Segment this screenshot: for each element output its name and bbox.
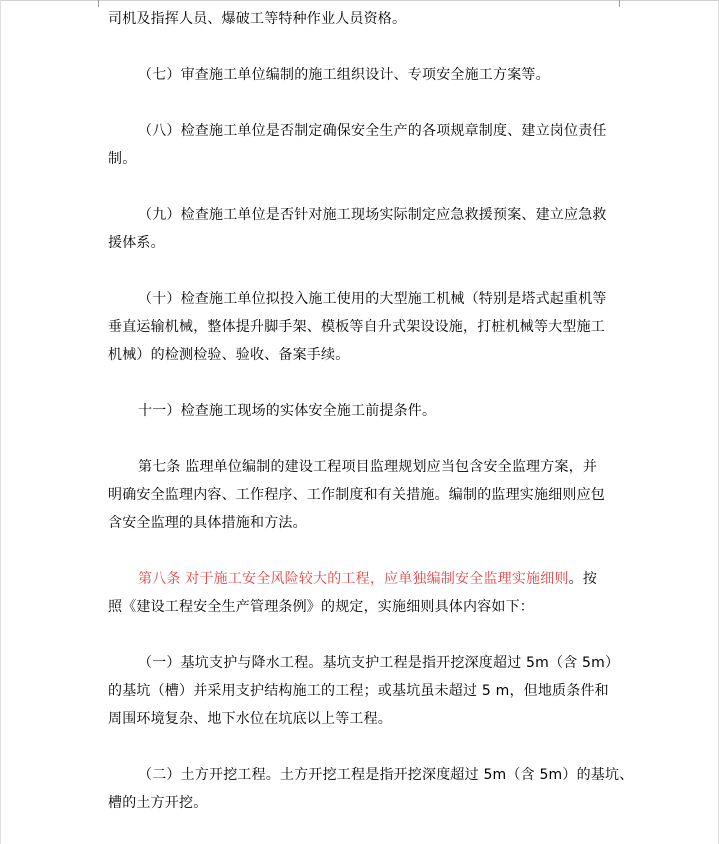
paragraph-line: 十一）检查施工现场的实体安全施工前提条件。 [138,403,437,419]
right-margin-marker [607,0,620,7]
paragraph-line: 的基坑（槽）并采用支护结构施工的工程；或基坑虽未超过 5 m，但地质条件和 [108,683,609,699]
paragraph-line: （九）检查施工单位是否针对施工现场实际制定应急救援预案、建立应急救 [138,207,607,223]
paragraph-line: 含安全监理的具体措施和方法。 [108,515,307,531]
paragraph-line: （一）基坑支护与降水工程。基坑支护工程是指开挖深度超过 5m（含 5m） [138,655,620,671]
highlighted-article-title: 第八条 对于施工安全风险较大的工程，应单独编制安全监理实施细则 [138,571,569,587]
paragraph-line [138,569,597,589]
paragraph-line: 照《建设工程安全生产管理条例》的规定，实施细则具体内容如下： [108,599,534,615]
paragraph-line: 垂直运输机械，整体提升脚手架、模板等自升式架设设施，打桩机械等大型施工 [108,319,605,335]
left-margin-marker [98,0,111,7]
paragraph-line: 司机及指挥人员、爆破工等特种作业人员资格。 [108,11,407,27]
paragraph-line: 第七条 监理单位编制的建设工程项目监理规划应当包含安全监理方案，并 [138,459,598,475]
paragraph-line: 机械）的检测检验、验收、备案手续。 [108,347,350,363]
paragraph-line: （八）检查施工单位是否制定确保安全生产的各项规章制度、建立岗位责任 [138,123,607,139]
paragraph-line: 周围环境复杂、地下水位在坑底以上等工程。 [108,711,392,727]
paragraph-line: （十）检查施工单位拟投入施工使用的大型施工机械（特别是塔式起重机等 [138,291,607,307]
paragraph-line: 援体系。 [108,235,165,251]
article-continuation: 。按 [568,571,598,587]
page-left-border [0,0,1,844]
paragraph-line: 制。 [108,151,137,167]
paragraph-line: 槽的土方开挖。 [108,795,208,811]
paragraph-line: （二）土方开挖工程。土方开挖工程是指开挖深度超过 5m（含 5m）的基坑、 [138,767,634,783]
paragraph-line: 明确安全监理内容、工作程序、工作制度和有关措施。编制的监理实施细则应包 [108,487,605,503]
paragraph-line: （七）审查施工单位编制的施工组织设计、专项安全施工方案等。 [138,67,550,83]
